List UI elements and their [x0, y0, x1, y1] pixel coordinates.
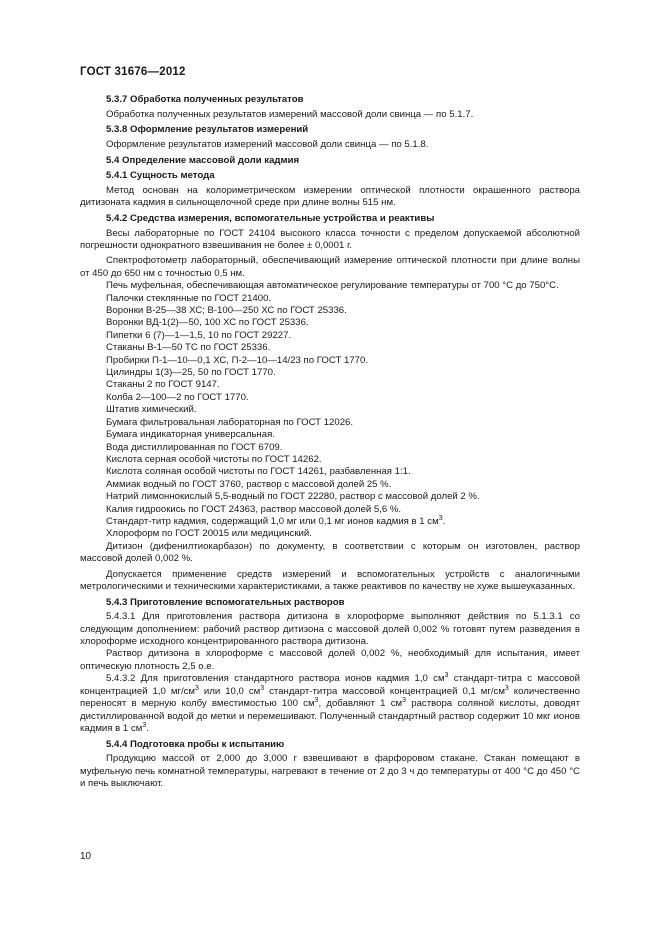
list-item: Калия гидроокись по ГОСТ 24363, раствор массовой долей 5,6 %. — [106, 503, 402, 515]
list-item: Стаканы 2 по ГОСТ 9147. — [106, 379, 220, 391]
paragraph-spectrophotometer: Спектрофотометр лабораторный, обеспечивающий измерение оптической плотности при длине волны от 450 до 650 нм с точностью 0,5 нм. — [80, 255, 580, 279]
titr-text: Стандарт-титр кадмия, содержащий 1,0 мг или 0,1 мг ионов кадмия в 1 см — [106, 515, 439, 527]
paragraph-5-4-4: Продукцию массой от 2,000 до 3,000 г взвешивают в фарфоровом стакане. Стакан помещают в муфельную печь комнатной температуры, нагревают в течение от 2 до 3 ч до температуры от 400 °С до 450 °С и печь выключают. — [80, 753, 580, 790]
paragraph-dithizone: Дитизон (дифенилтиокарбазон) по документу, в соответствии с которым он изготовлен, раствор массовой долей 0,002 %. — [80, 540, 580, 565]
list-item: Колба 2—100—2 по ГОСТ 1770. — [106, 391, 249, 403]
list-item: Кислота соляная особой чистоты по ГОСТ 14261, разбавленная 1:1. — [106, 466, 411, 478]
heading-5-4-4: 5.4.4 Подготовка пробы к испытанию — [106, 738, 285, 750]
superscript: 3 — [195, 684, 199, 692]
superscript: 3 — [444, 672, 449, 680]
text-segment: 5.4.3.2 Для приготовления стандартного раствора ионов кадмия 1,0 см — [106, 673, 445, 685]
document-body — [80, 94, 580, 790]
list-item: Воронки ВД-1(2)—50, 100 ХС по ГОСТ 25336. — [106, 317, 309, 329]
paragraph-5-4-3-2 — [80, 673, 580, 735]
superscript: 3 — [142, 721, 147, 729]
superscript: 3 — [504, 684, 509, 692]
superscript: 3 — [260, 684, 265, 692]
heading-5-4-2: 5.4.2 Средства измерения, вспомогательные устройства и реактивы — [106, 213, 435, 224]
text-segment: раствора соляной кислоты, доводят дистиллированной водой до метки и перемешивают. Полученный стандартный раствор содержит 10 мкг ионов кадмия в 1 см — [80, 698, 580, 734]
heading-5-4-1: 5.4.1 Сущность метода — [106, 170, 215, 182]
heading-5-3-8: 5.3.8 Оформление результатов измерений — [106, 124, 309, 136]
paragraph-5-4-3-1: 5.4.3.1 Для приготовления раствора дитизона в хлороформе выполняют действия по 5.1.3.1 со следующим дополнением: рабочий раствор дитизона с массовой долей 0,002 % готовят путем разведения в хлороформе исходного концентрированного раствора дитизона. — [80, 611, 580, 648]
superscript: 3 — [314, 697, 319, 705]
list-item: Натрий лимоннокислый 5,5-водный по ГОСТ 22280, раствор с массовой долей 2 %. — [106, 491, 480, 503]
list-item: Палочки стеклянные по ГОСТ 21400. — [106, 292, 272, 304]
text-segment: стандарт-титра массовой концентрацией 0,1 мг/см — [264, 685, 505, 697]
text-segment: или 10,0 см — [198, 685, 261, 697]
list-item: Пипетки 6 (7)—1—1,5, 10 по ГОСТ 29227. — [106, 329, 292, 341]
page-number: 10 — [80, 851, 92, 862]
list-item: Стаканы В-1—50 ТС по ГОСТ 25336. — [106, 342, 271, 354]
superscript: 3 — [402, 697, 407, 705]
text-segment: . — [146, 722, 149, 734]
list-item: Цилиндры 1(3)—25, 50 по ГОСТ 1770. — [106, 367, 276, 379]
list-item: Бумага фильтровальная лабораторная по ГОСТ 12026. — [106, 416, 354, 428]
text-segment: стандарт-титра с массовой концентрацией 1,0 мг/см — [80, 673, 580, 697]
heading-5-4-3: 5.4.3 Приготовление вспомогательных растворов — [106, 596, 345, 608]
paragraph-5-3-7: Обработка полученных результатов измерений массовой доли свинца — по 5.1.7. — [106, 108, 474, 120]
paragraph-5-4-1: Метод основан на колориметрическом измерении оптической плотности окрашенного раствора дитизоната кадмия в сильнощелочной среде при длине волны 515 нм. — [80, 184, 580, 209]
page-header: ГОСТ 31676—2012 — [80, 66, 186, 78]
list-item: Хлороформ по ГОСТ 20015 или медицинский. — [106, 528, 312, 540]
list-item: Пробирки П-1—10—0,1 ХС, П-2—10—14/23 по ГОСТ 1770. — [106, 354, 369, 366]
paragraph-5-3-8: Оформление результатов измерений массовой доли свинца — по 5.1.8. — [106, 138, 429, 150]
paragraph-allowed-substitutes: Допускается применение средств измерений и вспомогательных устройств с аналогичными метрологическими и техническими характеристиками, а также реактивов по качеству не хуже вышеуказанных. — [80, 568, 580, 592]
paragraph-scales: Весы лабораторные по ГОСТ 24104 высокого класса точности с пределом допускаемой абсолютной погрешности однократного взвешивания не более ± 0,0001 г. — [80, 227, 580, 251]
list-item: Бумага индикаторная универсальная. — [106, 429, 275, 441]
text-segment: , добавляют 1 см — [318, 698, 403, 710]
paragraph-5-4-3-1-density: Раствор дитизона в хлороформе с массовой долей 0,002 %, необходимый для испытания, имеет оптическую плотность 2,5 о.е. — [80, 648, 580, 672]
titr-end: . — [442, 515, 446, 527]
superscript: 3 — [438, 514, 443, 522]
list-item: Штатив химический. — [106, 404, 197, 416]
list-item: Вода дистиллированная по ГОСТ 6709. — [106, 441, 283, 453]
list-item: Кислота серная особой чистоты по ГОСТ 14262. — [106, 453, 322, 465]
list-item: Воронки В-25—38 ХС; В-100—250 ХС по ГОСТ 25336. — [106, 305, 347, 317]
heading-5-3-7: 5.3.7 Обработка полученных результатов — [106, 94, 304, 105]
list-item: Аммиак водный по ГОСТ 3760, раствор с массовой долей 25 %. — [106, 478, 392, 490]
paragraph-furnace: Печь муфельная, обеспечивающая автоматическое регулирование температуры от 700 °С до 750°С. — [106, 280, 559, 292]
heading-5-4: 5.4 Определение массовой доли кадмия — [106, 154, 300, 166]
list-item-standard-titr — [80, 516, 580, 528]
text-segment: количественно переносят в мерную колбу вместимостью 100 см — [80, 685, 580, 710]
